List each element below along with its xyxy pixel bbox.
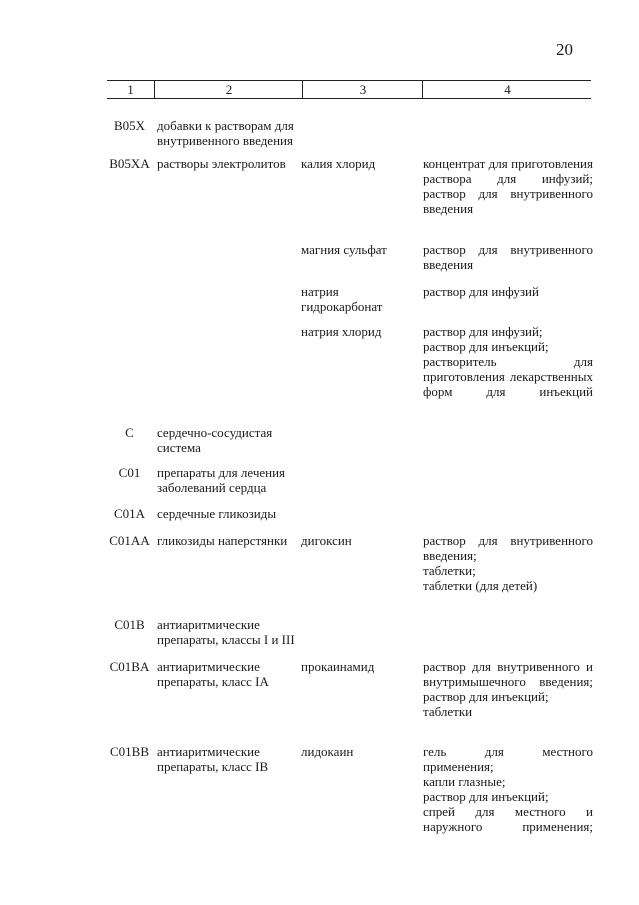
dosage-form: раствор для инъекций;	[423, 689, 549, 704]
atc-code: C01AA	[109, 533, 150, 548]
atc-code: C01B	[114, 617, 145, 632]
table-header	[107, 80, 591, 99]
group-name: антиаритмические препараты, класс IB	[157, 744, 269, 774]
dosage-form: капли глазные;	[423, 774, 506, 789]
dosage-form: гель для местного применения;	[423, 744, 593, 774]
dosage-form: раствор для инфузий;	[423, 324, 543, 339]
header-cell-3: 3	[302, 81, 423, 98]
group-name: сердечные гликозиды	[157, 506, 277, 521]
dosage-form: растворитель для приготовления лекарственных форм для инъекций	[423, 354, 593, 399]
dosage-form: раствор для инфузий	[423, 284, 539, 299]
atc-code: C01BB	[109, 744, 149, 759]
dosage-forms	[423, 242, 593, 272]
dosage-form: раствор для внутривенного введения	[423, 186, 593, 216]
header-cell-4: 4	[422, 81, 592, 98]
dosage-forms	[423, 284, 593, 299]
atc-code: C	[125, 425, 134, 440]
header-cell-1: 1	[127, 82, 134, 97]
dosage-forms	[423, 744, 593, 834]
atc-code: B05X	[113, 118, 146, 133]
group-name: препараты для лечения заболеваний сердца	[157, 465, 286, 495]
dosage-form: таблетки	[423, 704, 473, 719]
atc-code: C01A	[113, 506, 146, 521]
dosage-form: спрей для местного и наружного применения;	[423, 804, 593, 834]
substance-name: натрия гидрокарбонат	[301, 284, 383, 314]
atc-code: B05XA	[109, 156, 150, 171]
group-name: добавки к растворам для внутривенного введения	[157, 118, 294, 148]
dosage-forms	[423, 156, 593, 216]
dosage-form: таблетки (для детей)	[423, 578, 538, 593]
group-name: гликозиды наперстянки	[157, 533, 288, 548]
group-name: растворы электролитов	[157, 156, 286, 171]
page-number: 20	[556, 40, 573, 59]
dosage-form: раствор для внутривенного введения	[423, 242, 593, 272]
header-cell-2: 2	[154, 81, 303, 98]
substance-name: калия хлорид	[301, 156, 376, 171]
substance-name: дигоксин	[301, 533, 352, 548]
dosage-forms	[423, 324, 593, 399]
dosage-forms	[423, 533, 593, 593]
substance-name: натрия хлорид	[301, 324, 382, 339]
substance-name: прокаинамид	[301, 659, 375, 674]
dosage-forms	[423, 659, 593, 719]
group-name: сердечно-сосудистая система	[157, 425, 273, 455]
dosage-form: раствор для инъекций;	[423, 789, 549, 804]
group-name: антиаритмические препараты, класс IA	[157, 659, 269, 689]
dosage-form: раствор для инъекций;	[423, 339, 549, 354]
dosage-form: таблетки;	[423, 563, 476, 578]
atc-code: C01BA	[109, 659, 150, 674]
atc-code: C01	[118, 465, 141, 480]
substance-name: магния сульфат	[301, 242, 387, 257]
substance-name: лидокаин	[301, 744, 354, 759]
dosage-form: раствор для внутривенного введения;	[423, 533, 593, 563]
dosage-form: раствор для внутривенного и внутримышечного введения;	[423, 659, 593, 689]
group-name: антиаритмические препараты, классы I и III	[157, 617, 295, 647]
dosage-form: концентрат для приготовления раствора для инфузий;	[423, 156, 593, 186]
